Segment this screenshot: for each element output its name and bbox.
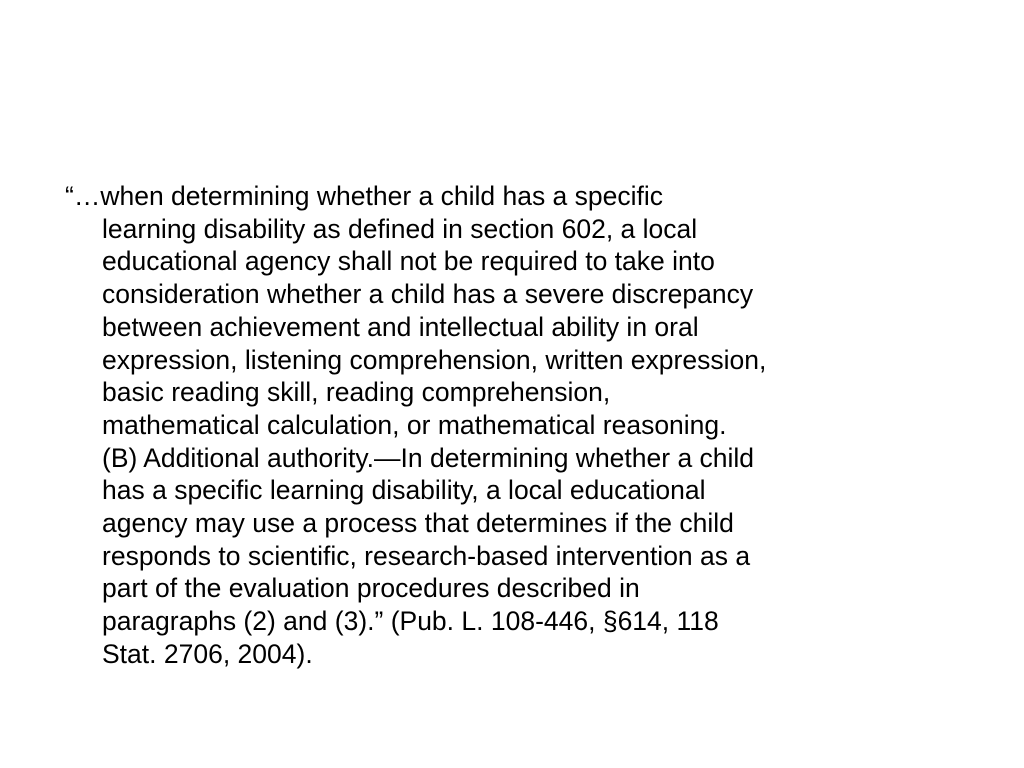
quote-line: agency may use a process that determines if the child <box>102 508 734 539</box>
quote-line: (B) Additional authority.—In determining whether a child <box>102 442 755 473</box>
legal-quote <box>65 180 965 671</box>
quote-line: learning disability as defined in section 602, a local <box>102 213 698 244</box>
quote-line: educational agency shall not be required to take into <box>102 246 715 277</box>
quote-line: “…when determining whether a child has a specific <box>65 181 664 211</box>
quote-line: part of the evaluation procedures described in <box>102 573 640 604</box>
quote-line: has a specific learning disability, a local educational <box>102 475 706 506</box>
quote-line: mathematical calculation, or mathematical reasoning. <box>102 409 727 440</box>
quote-line: expression, listening comprehension, written expression, <box>102 344 767 375</box>
quote-line: consideration whether a child has a severe discrepancy <box>102 279 754 310</box>
quote-line: Stat. 2706, 2004). <box>102 638 313 669</box>
quote-line: basic reading skill, reading comprehension, <box>102 377 611 408</box>
quote-line: paragraphs (2) and (3).” (Pub. L. 108-446, §614, 118 <box>102 606 719 637</box>
quote-line: responds to scientific, research-based intervention as a <box>102 540 751 571</box>
quote-line: between achievement and intellectual ability in oral <box>102 311 699 342</box>
